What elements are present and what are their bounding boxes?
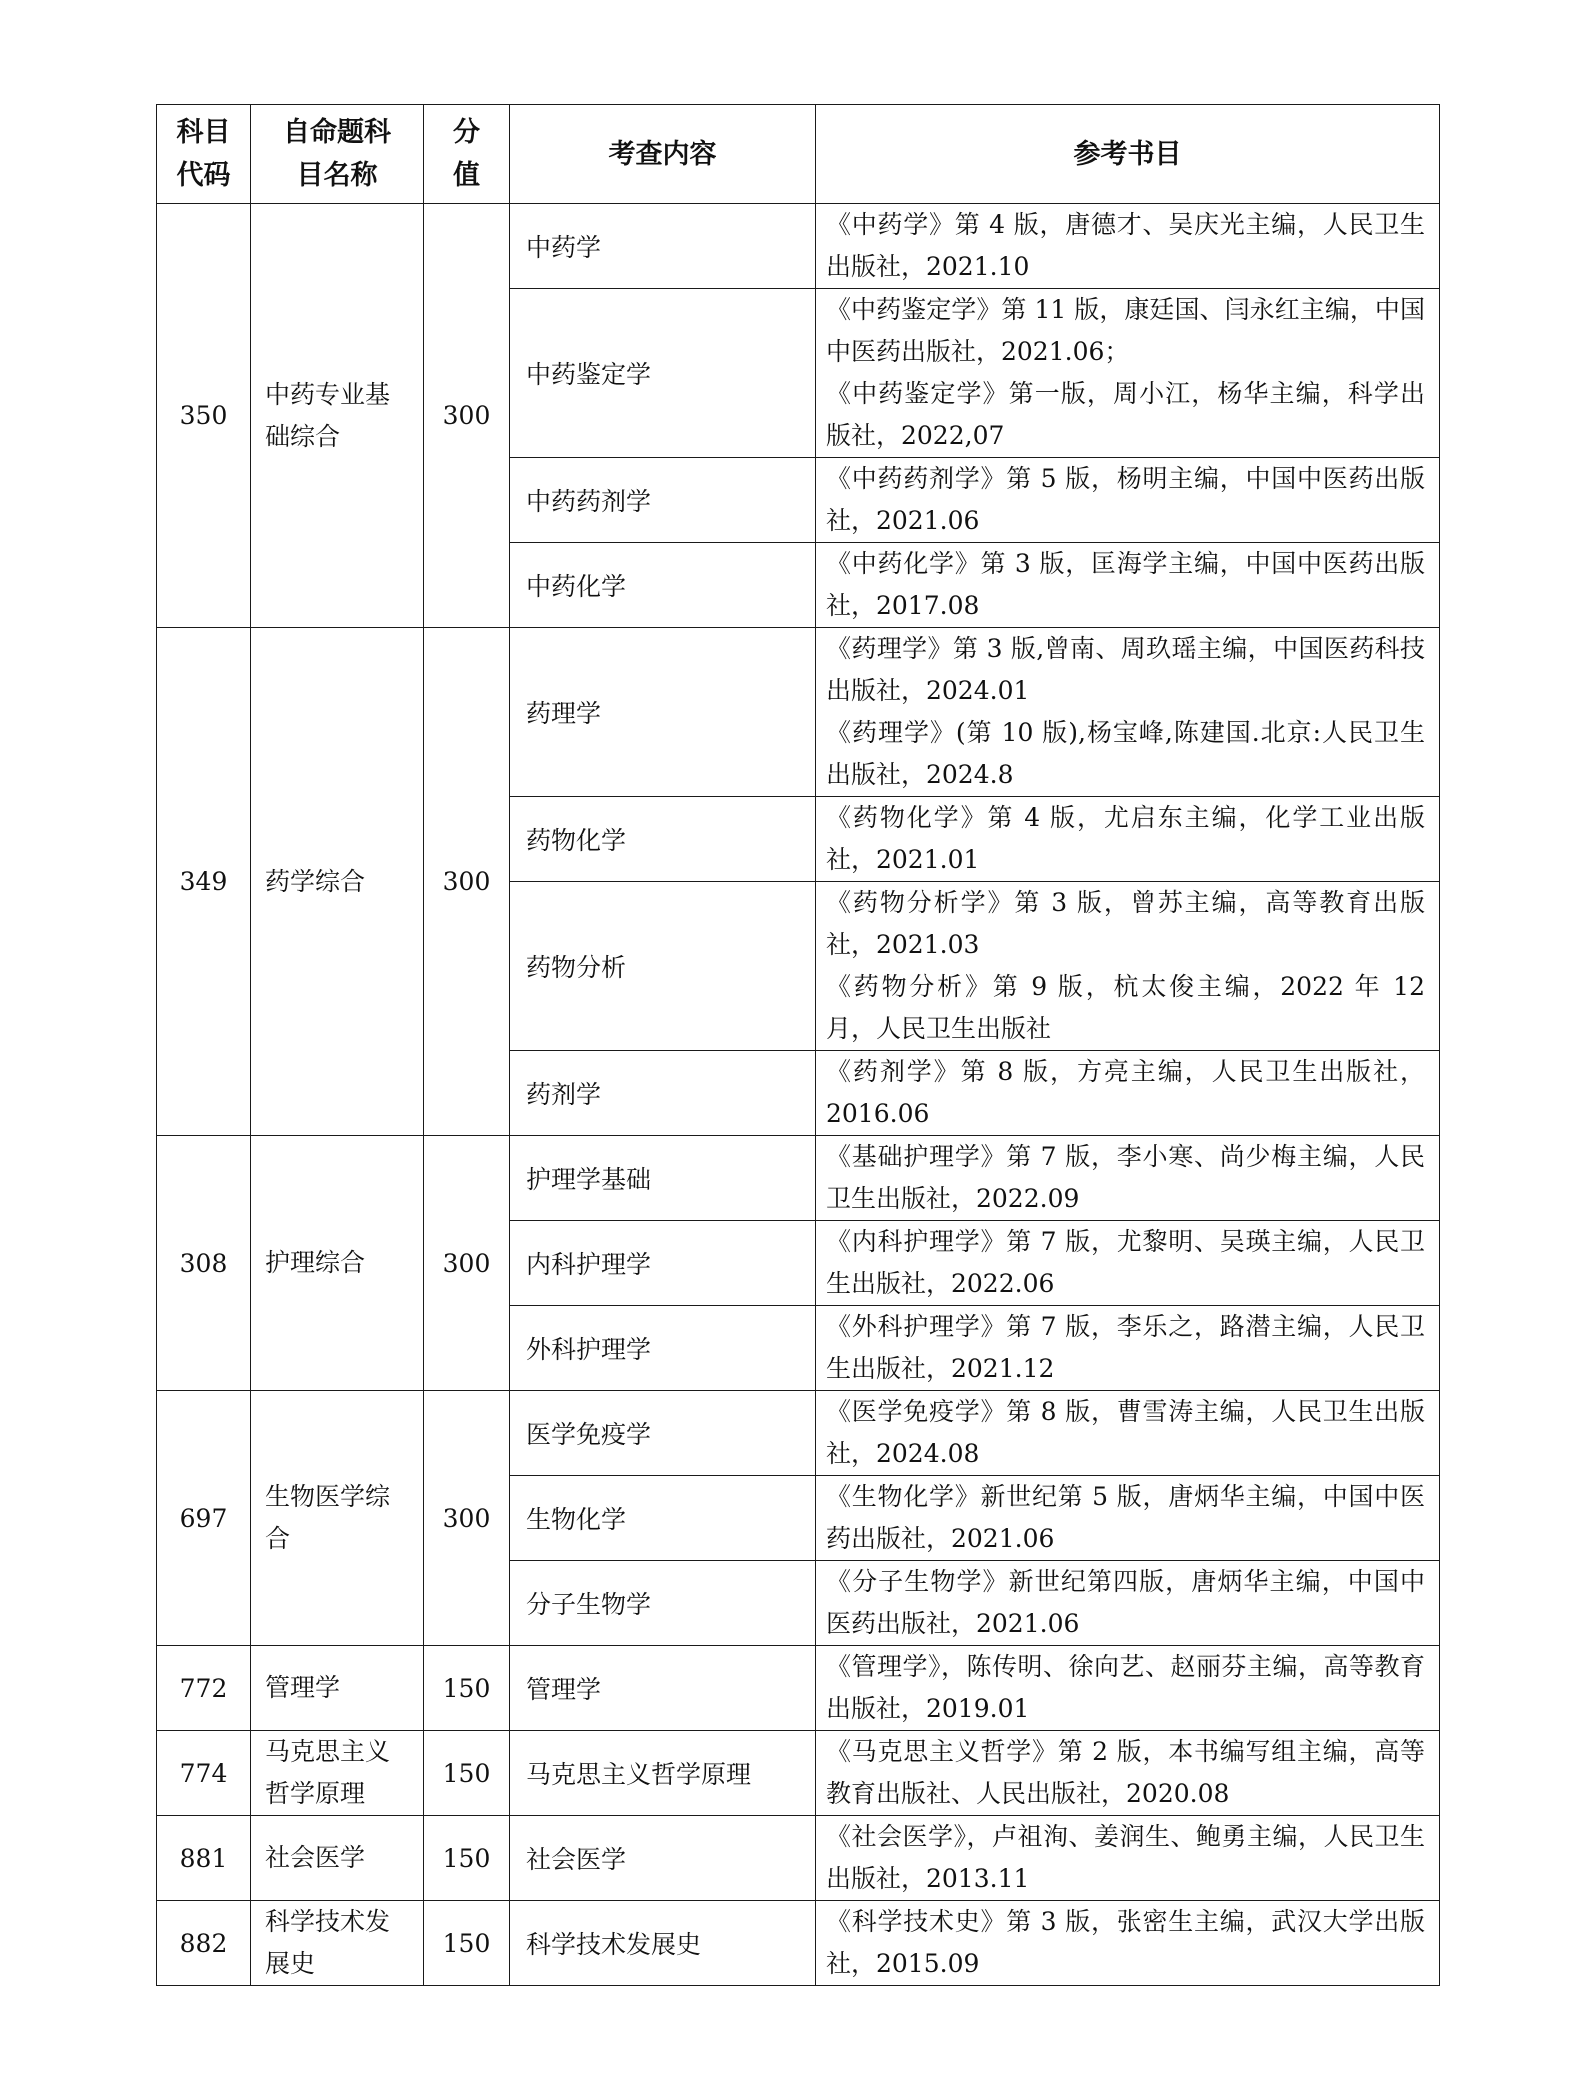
header-name: 自命题科目名称	[251, 105, 424, 204]
subject-score: 300	[424, 1391, 510, 1646]
reference-books-cell	[816, 1731, 1440, 1816]
table-body	[157, 204, 1440, 1986]
subject-score: 300	[424, 204, 510, 628]
header-score: 分值	[424, 105, 510, 204]
subject-code: 881	[157, 1816, 251, 1901]
reference-book: 《中药鉴定学》第一版，周小江，杨华主编，科学出版社，2022,07	[826, 379, 1425, 450]
exam-content: 医学免疫学	[510, 1391, 816, 1476]
table-row	[157, 1731, 1440, 1816]
header-code: 科目代码	[157, 105, 251, 204]
exam-content: 中药化学	[510, 543, 816, 628]
reference-book: 《药理学》(第 10 版),杨宝峰,陈建国.北京:人民卫生出版社，2024.8	[826, 718, 1425, 789]
reference-books-cell	[816, 1051, 1440, 1136]
table-row	[157, 1901, 1440, 1986]
reference-books-cell	[816, 1816, 1440, 1901]
table-row	[157, 1816, 1440, 1901]
reference-books-cell	[816, 1901, 1440, 1986]
subject-name: 生物医学综合	[251, 1391, 424, 1646]
reference-book: 《药物分析》第 9 版，杭太俊主编，2022 年 12 月，人民卫生出版社	[826, 972, 1425, 1043]
reference-book: 《药理学》第 3 版,曾南、周玖瑶主编，中国医药科技出版社，2024.01	[826, 634, 1425, 705]
exam-content: 中药学	[510, 204, 816, 289]
reference-books-cell	[816, 882, 1440, 1051]
reference-books-cell	[816, 1646, 1440, 1731]
subject-code: 697	[157, 1391, 251, 1646]
exam-content: 护理学基础	[510, 1136, 816, 1221]
exam-content: 中药鉴定学	[510, 289, 816, 458]
reference-books-cell	[816, 289, 1440, 458]
subject-code: 772	[157, 1646, 251, 1731]
exam-content: 马克思主义哲学原理	[510, 1731, 816, 1816]
subject-name: 药学综合	[251, 628, 424, 1136]
subject-score: 300	[424, 1136, 510, 1391]
reference-book: 《外科护理学》第 7 版，李乐之，路潜主编，人民卫生出版社，2021.12	[826, 1312, 1425, 1383]
table-row	[157, 628, 1440, 797]
header-content: 考查内容	[510, 105, 816, 204]
reference-books-table	[156, 104, 1440, 1986]
exam-content: 药剂学	[510, 1051, 816, 1136]
subject-code: 882	[157, 1901, 251, 1986]
subject-name: 马克思主义哲学原理	[251, 1731, 424, 1816]
reference-books-cell	[816, 797, 1440, 882]
table-row	[157, 1136, 1440, 1221]
reference-book: 《药物分析学》第 3 版，曾苏主编，高等教育出版社，2021.03	[826, 888, 1425, 959]
reference-book: 《医学免疫学》第 8 版，曹雪涛主编，人民卫生出版社，2024.08	[826, 1397, 1425, 1468]
subject-name: 科学技术发展史	[251, 1901, 424, 1986]
reference-book: 《社会医学》，卢祖洵、姜润生、鲍勇主编，人民卫生出版社，2013.11	[826, 1822, 1425, 1893]
exam-content: 中药药剂学	[510, 458, 816, 543]
exam-content: 药物分析	[510, 882, 816, 1051]
table-row	[157, 1646, 1440, 1731]
reference-book: 《基础护理学》第 7 版，李小寒、尚少梅主编，人民卫生出版社，2022.09	[826, 1142, 1425, 1213]
subject-code: 349	[157, 628, 251, 1136]
reference-books-cell	[816, 458, 1440, 543]
reference-book: 《内科护理学》第 7 版，尤黎明、吴瑛主编，人民卫生出版社，2022.06	[826, 1227, 1425, 1298]
exam-content: 管理学	[510, 1646, 816, 1731]
reference-book: 《马克思主义哲学》第 2 版，本书编写组主编，高等教育出版社、人民出版社，2020.08	[826, 1737, 1425, 1808]
table-header-row	[157, 105, 1440, 204]
header-books: 参考书目	[816, 105, 1440, 204]
table-row	[157, 204, 1440, 289]
table-row	[157, 1391, 1440, 1476]
subject-name: 中药专业基础综合	[251, 204, 424, 628]
reference-book: 《中药鉴定学》第 11 版，康廷国、闫永红主编，中国中医药出版社，2021.06；	[826, 295, 1425, 366]
subject-name: 管理学	[251, 1646, 424, 1731]
subject-score: 150	[424, 1816, 510, 1901]
reference-books-cell	[816, 1306, 1440, 1391]
subject-score: 150	[424, 1901, 510, 1986]
subject-score: 150	[424, 1646, 510, 1731]
reference-book: 《生物化学》新世纪第 5 版，唐炳华主编，中国中医药出版社，2021.06	[826, 1482, 1425, 1553]
reference-book: 《中药化学》第 3 版，匡海学主编，中国中医药出版社，2017.08	[826, 549, 1425, 620]
reference-book: 《药剂学》第 8 版，方亮主编，人民卫生出版社，2016.06	[826, 1057, 1425, 1128]
exam-content: 分子生物学	[510, 1561, 816, 1646]
subject-code: 350	[157, 204, 251, 628]
reference-books-cell	[816, 1561, 1440, 1646]
subject-code: 774	[157, 1731, 251, 1816]
exam-content: 社会医学	[510, 1816, 816, 1901]
exam-content: 药理学	[510, 628, 816, 797]
reference-book: 《中药学》第 4 版，唐德才、吴庆光主编，人民卫生出版社，2021.10	[826, 210, 1425, 281]
reference-books-cell	[816, 1476, 1440, 1561]
reference-book: 《药物化学》第 4 版，尤启东主编，化学工业出版社，2021.01	[826, 803, 1425, 874]
exam-content: 内科护理学	[510, 1221, 816, 1306]
exam-content: 科学技术发展史	[510, 1901, 816, 1986]
reference-books-cell	[816, 543, 1440, 628]
subject-score: 150	[424, 1731, 510, 1816]
reference-book: 《分子生物学》新世纪第四版，唐炳华主编，中国中医药出版社，2021.06	[826, 1567, 1425, 1638]
reference-books-cell	[816, 204, 1440, 289]
subject-name: 社会医学	[251, 1816, 424, 1901]
reference-books-cell	[816, 628, 1440, 797]
exam-content: 药物化学	[510, 797, 816, 882]
subject-score: 300	[424, 628, 510, 1136]
reference-book: 《科学技术史》第 3 版，张密生主编，武汉大学出版社，2015.09	[826, 1907, 1425, 1978]
reference-book: 《管理学》，陈传明、徐向艺、赵丽芬主编，高等教育出版社，2019.01	[826, 1652, 1425, 1723]
subject-code: 308	[157, 1136, 251, 1391]
reference-book: 《中药药剂学》第 5 版，杨明主编，中国中医药出版社，2021.06	[826, 464, 1425, 535]
reference-books-cell	[816, 1391, 1440, 1476]
exam-content: 生物化学	[510, 1476, 816, 1561]
reference-books-cell	[816, 1136, 1440, 1221]
reference-books-cell	[816, 1221, 1440, 1306]
subject-name: 护理综合	[251, 1136, 424, 1391]
exam-content: 外科护理学	[510, 1306, 816, 1391]
